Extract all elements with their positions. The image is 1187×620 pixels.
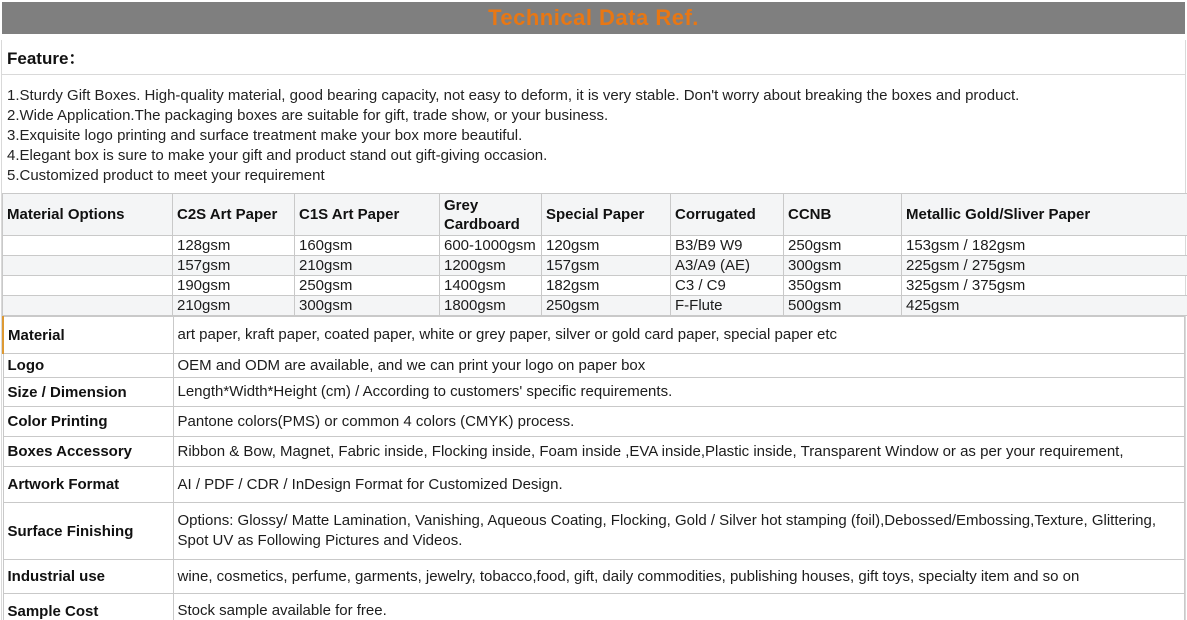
materials-cell xyxy=(3,236,173,256)
table-row xyxy=(3,594,1185,620)
feature-item: 3.Exquisite logo printing and surface treatment make your box more beautiful. xyxy=(7,127,523,144)
materials-cell: 157gsm xyxy=(542,256,671,276)
materials-table xyxy=(2,193,1187,316)
table-row xyxy=(3,256,1187,276)
detail-value: Length*Width*Height (cm) / According to customers' specific requirements. xyxy=(173,378,1185,407)
table-row xyxy=(3,296,1187,316)
materials-cell: 325gsm / 375gsm xyxy=(902,276,1187,296)
materials-cell: 157gsm xyxy=(173,256,295,276)
materials-cell: 1200gsm xyxy=(440,256,542,276)
banner xyxy=(2,2,1185,34)
materials-header-cell: C2S Art Paper xyxy=(173,194,295,236)
detail-value: Pantone colors(PMS) or common 4 colors (CMYK) process. xyxy=(173,407,1185,437)
materials-header-cell: Corrugated xyxy=(671,194,784,236)
materials-cell: 1800gsm xyxy=(440,296,542,316)
materials-cell: 153gsm / 182gsm xyxy=(902,236,1187,256)
table-row xyxy=(3,354,1185,378)
materials-cell: 350gsm xyxy=(784,276,902,296)
feature-item: 4.Elegant box is sure to make your gift and product stand out gift-giving occasion. xyxy=(7,147,548,164)
feature-list xyxy=(2,75,1185,193)
detail-label: Color Printing xyxy=(3,407,173,437)
materials-header-cell: CCNB xyxy=(784,194,902,236)
materials-cell: 600-1000gsm xyxy=(440,236,542,256)
detail-value: OEM and ODM are available, and we can print your logo on paper box xyxy=(173,354,1185,378)
materials-header-cell: Special Paper xyxy=(542,194,671,236)
materials-header-cell: Metallic Gold/Sliver Paper xyxy=(902,194,1187,236)
table-row xyxy=(3,437,1185,467)
materials-cell: 1400gsm xyxy=(440,276,542,296)
table-row xyxy=(3,503,1185,560)
detail-value: art paper, kraft paper, coated paper, white or grey paper, silver or gold card paper, special paper etc xyxy=(173,317,1185,354)
materials-header-cell: C1S Art Paper xyxy=(295,194,440,236)
detail-label: Artwork Format xyxy=(3,467,173,503)
materials-cell: 250gsm xyxy=(295,276,440,296)
detail-label: Size / Dimension xyxy=(3,378,173,407)
feature-item: 2.Wide Application.The packaging boxes are suitable for gift, trade show, or your business. xyxy=(7,107,609,124)
materials-cell: C3 / C9 xyxy=(671,276,784,296)
materials-cell: 300gsm xyxy=(784,256,902,276)
table-row xyxy=(3,467,1185,503)
table-row xyxy=(3,560,1185,594)
materials-cell xyxy=(3,256,173,276)
detail-value: AI / PDF / CDR / InDesign Format for Customized Design. xyxy=(173,467,1185,503)
detail-value: Ribbon & Bow, Magnet, Fabric inside, Flocking inside, Foam inside ,EVA inside,Plastic inside, Transparent Window or as per your requirement, xyxy=(173,437,1185,467)
materials-cell: 425gsm xyxy=(902,296,1187,316)
detail-label: Material xyxy=(3,317,173,354)
detail-value: Options: Glossy/ Matte Lamination, Vanishing, Aqueous Coating, Flocking, Gold / Silver hot stamping (foil),Debossed/Embossing,Texture, Glittering, Spot UV as Following Pictures and Videos. xyxy=(173,503,1185,560)
materials-cell xyxy=(3,296,173,316)
detail-label: Logo xyxy=(3,354,173,378)
materials-cell: A3/A9 (AE) xyxy=(671,256,784,276)
table-row xyxy=(3,317,1185,354)
table-row xyxy=(3,407,1185,437)
materials-cell: 225gsm / 275gsm xyxy=(902,256,1187,276)
materials-cell: 210gsm xyxy=(173,296,295,316)
materials-cell: 120gsm xyxy=(542,236,671,256)
materials-cell: 300gsm xyxy=(295,296,440,316)
materials-cell xyxy=(3,276,173,296)
detail-label: Boxes Accessory xyxy=(3,437,173,467)
feature-heading: Feature： xyxy=(2,40,1185,75)
materials-cell: F-Flute xyxy=(671,296,784,316)
feature-item: 5.Customized product to meet your requirement xyxy=(7,167,325,184)
detail-label: Surface Finishing xyxy=(3,503,173,560)
detail-value: wine, cosmetics, perfume, garments, jewelry, tobacco,food, gift, daily commodities, publishing houses, gift toys, specialty item and so on xyxy=(173,560,1185,594)
materials-cell: 210gsm xyxy=(295,256,440,276)
sheet-body xyxy=(1,40,1186,620)
materials-cell: 160gsm xyxy=(295,236,440,256)
materials-header-row xyxy=(3,194,1187,236)
table-row xyxy=(3,236,1187,256)
feature-item: 1.Sturdy Gift Boxes. High-quality material, good bearing capacity, not easy to deform, it is very stable. Don't worry about breaking the boxes and product. xyxy=(7,87,1020,104)
table-row xyxy=(3,276,1187,296)
materials-header-cell: Grey Cardboard xyxy=(440,194,542,236)
details-table xyxy=(2,316,1185,620)
materials-cell: 250gsm xyxy=(784,236,902,256)
detail-value: Stock sample available for free. xyxy=(173,594,1185,620)
materials-cell: 182gsm xyxy=(542,276,671,296)
materials-cell: B3/B9 W9 xyxy=(671,236,784,256)
materials-cell: 190gsm xyxy=(173,276,295,296)
materials-cell: 500gsm xyxy=(784,296,902,316)
page-title: Technical Data Ref. xyxy=(488,5,699,30)
table-row xyxy=(3,378,1185,407)
materials-header-cell: Material Options xyxy=(3,194,173,236)
detail-label: Sample Cost xyxy=(3,594,173,620)
materials-cell: 128gsm xyxy=(173,236,295,256)
detail-label: Industrial use xyxy=(3,560,173,594)
materials-cell: 250gsm xyxy=(542,296,671,316)
